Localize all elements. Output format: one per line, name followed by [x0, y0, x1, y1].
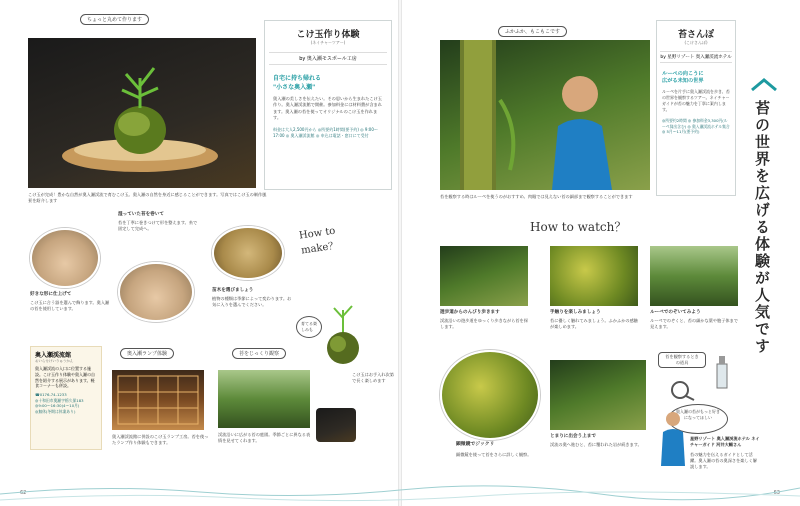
- how-to-watch-title: How to watch？: [530, 220, 627, 234]
- watch-caption-3: ルーペでのぞいてみよう: [650, 310, 701, 315]
- info-subtitle-left: (ネイチャーツアー): [310, 40, 346, 45]
- magnify-bubble: 顕微鏡でジックリ: [456, 442, 495, 447]
- sample-bubble: 育てる楽しみも: [296, 316, 322, 338]
- magnify-caption: 顕微鏡を使って苔をさらに詳しく観察。: [456, 452, 532, 457]
- magnifier-icon: [668, 378, 708, 402]
- guide-moss-illustration: [440, 40, 650, 190]
- watch-photo-2: [550, 246, 638, 306]
- venue-body: 奥入瀬渓流の入口に位置する施設。こけ玉作り体験や奥入瀬の自然を紹介する展示があります。軽食コーナーも併設。: [35, 366, 95, 389]
- chevron-up-icon: [744, 76, 784, 96]
- step-text-3: 植物の種類は季節によって変わります。お気に入りを選んでください。: [212, 296, 292, 308]
- info-title-left: こけ玉作り体験: [296, 30, 360, 40]
- how-to-make-title: How to make？: [298, 225, 340, 257]
- info-title-right: 苔さんぽ: [677, 30, 714, 40]
- step-caption-3: 苗木を選びましょう: [212, 288, 254, 293]
- magnified-moss-photo: [440, 350, 540, 440]
- lamp-photo: [112, 370, 204, 430]
- sample-caption: こけ玉はお手入れ次第で長く楽しめます: [352, 372, 394, 384]
- watch-photo-3: [650, 246, 738, 306]
- info-by-right: by 星野リゾート 奥入瀬渓流ホテル: [660, 51, 732, 63]
- info-lead-left: 自宅に持ち帰れる "小さな奥入瀬": [273, 75, 322, 91]
- forest-text: 渓流の奥へ進むと、苔に覆われた岩が続きます。: [550, 442, 642, 447]
- spray-bottle-icon: [712, 352, 732, 392]
- hero-bubble-right: ふかふか、もこもこです: [498, 26, 567, 37]
- info-by-left: by 奥入瀬モスボール工房: [269, 52, 387, 65]
- hero-caption-right: 苔を観察する時はルーペを使うのがおすすめ。肉眼では見えない苔の細部まで観察することができます: [440, 194, 633, 199]
- page-number-right: 63: [773, 490, 780, 496]
- tool-bubble: 苔を観察するときの道具: [658, 352, 706, 368]
- step-photo-3: [212, 226, 284, 280]
- garden-photo: [218, 370, 310, 428]
- forest-photo: [550, 360, 646, 430]
- info-subtitle-right: (こけさんぽ): [684, 40, 708, 45]
- venue-contact: ☎0176-74-1233 ◎十和田市奥瀬字栃久保183 ◎9:00～16:30(4～10月) ◎無休(冬期は休業あり): [35, 392, 84, 414]
- headline-block: [744, 76, 784, 356]
- watch-text-3: ルーペでのぞくと、苔の細かな葉や胞子体まで見えます。: [650, 318, 738, 330]
- kokedama-illustration: [28, 38, 256, 188]
- watch-caption-2: 手触りを楽しみましょう: [550, 310, 601, 315]
- right-page: [400, 0, 800, 506]
- info-lead-right: ルーペの向こうに 広がる未知の世界: [662, 71, 704, 84]
- kokedama-hero-photo: [28, 38, 256, 188]
- forest-caption: とまりに出会う上まで: [550, 434, 596, 439]
- step-caption-2: 湿っていた苔を巻いて: [118, 212, 164, 217]
- step-text-1: こけ玉に合う器を選んで飾ります。奥入瀬の苔を使用しています。: [30, 300, 110, 312]
- info-detail-right: ◎所要約2時間 ◎ 参加料金3,300円(ルーペ貸出含む) ◎ 奥入瀬渓流ホテル集合 ◎ 5月～11月(要予約): [662, 118, 730, 135]
- watch-caption-1: 遊歩道からのんびり歩きます: [440, 310, 500, 315]
- venue-sub: おいらせけいりゅうかん: [35, 359, 74, 363]
- info-detail-left: 料金は大人2,500円から ◎所要約1時間(要予約) ◎ 9:00～17:00 ◎ 奥入瀬渓流館 ◎ 申込は電話・窓口にて受付: [273, 127, 378, 139]
- garden-caption: 渓流沿いに広がる苔の庭園。季節ごとに異なる表情を見せてくれます。: [218, 432, 311, 444]
- garden-bubble: 苔をじっくり観察: [232, 348, 286, 359]
- gutter: [398, 0, 402, 506]
- venue-box: [30, 346, 102, 450]
- step-text-2: 苔を丁寧に巻きつけて形を整えます。糸で固定して完成へ。: [118, 220, 198, 232]
- small-kokedama-photo: [316, 408, 356, 442]
- footer-wave-decoration: [0, 466, 800, 506]
- guide-bubble: 奥入瀬の苔がもっと好きになってほしい: [668, 404, 728, 434]
- step-photo-1: [30, 228, 100, 288]
- hero-caption-left: こけ玉が完成！豊かな自然が奥入瀬渓流で育むこけ玉。奥入瀬の自然を身近に感じることができます。写真ではこけ玉の制作風景を紹介します: [28, 192, 267, 204]
- lamp-shelf-illustration: [112, 370, 204, 430]
- info-body-left: 奥入瀬の美しさを伝えたい。その思いから生まれたこけ玉作り。奥入瀬渓流館で開催。参加料金には材料費が含まれます。奥入瀬の苔を使ってオリジナルのこけ玉を作れます。: [273, 96, 382, 120]
- lamp-bubble: 奥入瀬ランプ体験: [120, 348, 174, 359]
- hero-bubble-left: ちょっと丸めて作ります: [80, 14, 149, 25]
- kokedama-info-box: [264, 20, 392, 190]
- watch-photo-1: [440, 246, 528, 306]
- venue-title: 奥入瀬渓流館: [35, 352, 72, 359]
- guide-name: 星野リゾート 奥入瀬渓流ホテル ネイチャーガイド 河井大輔さん: [690, 436, 760, 448]
- info-body-right: ルーペを片手に奥入瀬渓流を歩き、苔の世界を観察するツアー。ネイチャーガイドが苔の魅力を丁寧に案内します。: [662, 89, 730, 112]
- moss-walk-info-box: [656, 20, 736, 196]
- step-photo-2: [118, 262, 194, 322]
- step-caption-1: 好きな形に仕上げて: [30, 292, 72, 297]
- sample-kokedama: [318, 300, 368, 372]
- watch-text-2: 苔に優しく触れてみましょう。ふかふかの感触が楽しめます。: [550, 318, 638, 330]
- page-number-left: 62: [20, 490, 27, 496]
- lamp-caption: 奥入瀬渓流館に併設のこけ玉ランプ工房。苔を使ったランプ作り体験もできます。: [112, 434, 209, 446]
- guide-text: 苔の魅力を伝えるガイドとして活躍。奥入瀬の苔の奥深さを楽しく解説します。: [690, 452, 758, 470]
- kokedama-ball-icon: [318, 300, 368, 372]
- guide-hero-photo: [440, 40, 650, 190]
- guide-person-icon: [658, 410, 688, 466]
- headline-vertical: 苔の世界を広げる体験が人気です: [753, 100, 771, 355]
- watch-text-1: 渓流沿いの遊歩道をゆっくり歩きながら苔を探します。: [440, 318, 528, 330]
